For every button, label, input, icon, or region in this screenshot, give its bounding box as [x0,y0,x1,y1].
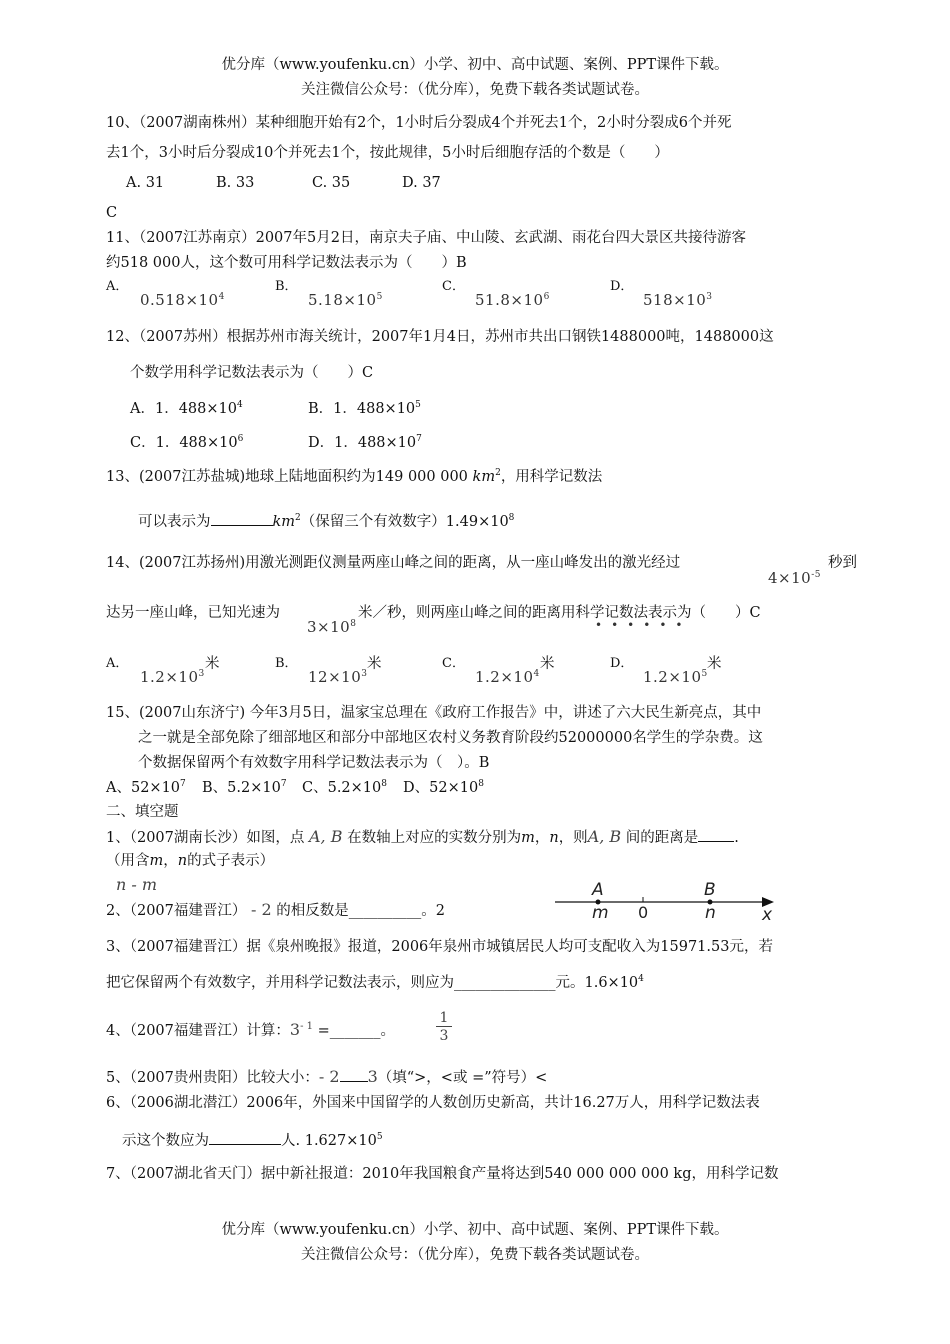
q11-line-2: 约518 000人，这个数可用科学记数法表示为（ ）B [106,255,467,271]
q12-line-2: 个数学用科学记数法表示为（ ）C [130,365,374,381]
q15-option-d: D、$52\times 10^8$ [403,779,484,796]
f3-line-2: 把它保留两个有效数字，并用科学记数法表示，则应为______________元。$1.6\times 10^4$ [106,974,644,991]
zero-label: 0 [638,903,649,922]
q14-option-d: $1.2\times 10^5$ [643,668,708,686]
f1-answer: n - m [116,875,158,894]
q11-option-a-label: A． [106,279,129,294]
q15-option-c: C、$5.2\times 10^8$ [302,779,387,796]
point-b-label: B [704,880,716,900]
f6-line-1: 6、（2006湖北潜江）2006年，外国来中国留学的人数创历史新高，共计16.27万人，用科学记数法表 [106,1095,760,1111]
q10-option-b: B. 33 [216,175,255,191]
q11-option-c-label: C． [442,279,465,294]
q14-option-b-label: B． [275,656,298,671]
q14-option-a: $1.2\times 10^3$ [140,668,205,686]
header-line-2: 关注微信公众号：（优分库），免费下载各类试题试卷。 [301,82,649,98]
f6-blank[interactable] [209,1129,281,1145]
q13-line-1: 13、(2007江苏盐城)地球上陆地面积约为149 000 000 $km^2$，用科学记数法 [106,468,603,485]
q10-answer: C [106,205,118,221]
q10-line-1: 10、（2007湖南株州）某种细胞开始有2个，1小时后分裂成4个并死去1个，2小时分裂成6个并死 [106,115,732,131]
section-title-fill-blank: 二、填空题 [106,804,179,820]
q14-option-c-unit: 米 [540,656,555,672]
x-label: x [762,905,773,925]
f5-blank[interactable] [340,1066,368,1082]
q15-option-a: A、$52\times 10^7$ [106,779,186,796]
q12-option-a: A．1．$488\times 10^4$ [130,400,243,417]
q14-line-2-b: 米／秒，则两座山峰之间的距离用科学记数法表示为（ ）C [358,605,761,621]
q11-option-a: $0.518\times 10^4$ [140,291,225,309]
point-a-label: A [592,880,604,900]
q12-option-d: D．1．$488\times 10^7$ [308,434,422,451]
q14-option-b-unit: 米 [367,656,382,672]
q14-option-d-label: D． [610,656,634,671]
q11-option-d: $518\times 10^3$ [643,291,713,309]
m-label: m [592,903,609,923]
q14-option-a-label: A． [106,656,129,671]
q12-option-b: B．1．$488\times 10^5$ [308,400,421,417]
q14-line-2-a: 达另一座山峰，已知光速为 [106,605,280,621]
f4-answer-fraction: $\frac{1}{3}$ [436,1010,452,1045]
q11-option-c: $51.8\times 10^6$ [475,291,550,309]
q14-time-expr: $4\times 10^{-5}$ [768,569,821,587]
f1-line-2: （用含m，n的式子表示） [106,853,275,869]
q14-option-b: $12\times 10^3$ [308,668,368,686]
q14-option-c-label: C． [442,656,465,671]
q10-option-d: D. 37 [402,175,441,191]
q11-line-1: 11、（2007江苏南京）2007年5月2日，南京夫子庙、中山陵、玄武湖、雨花台四大景区共接待游客 [106,230,746,246]
q10-option-a: A. 31 [126,175,165,191]
q14-speed-expr: $3\times 10^8$ [307,618,357,636]
f2-line: 2、（2007福建晋江） - 2 的相反数是__________。2 [106,900,446,919]
q14-option-d-unit: 米 [707,656,722,672]
q14-option-a-unit: 米 [205,656,220,672]
f1-blank[interactable] [698,826,734,842]
f4-line: 4、（2007福建晋江）计算：$3^{- 1}$ =_______。 [106,1020,396,1039]
header-line-1: 优分库（www.youfenku.cn）小学、初中、高中试题、案例、PPT课件下载。 [221,57,729,73]
q15-line-2: 之一就是全部免除了细部地区和部分中部地区农村义务教育阶段约52000000名学生的学杂费。这 [138,730,763,746]
f6-line-2: 示这个数应为 人. $1.627\times 10^5$ [122,1129,383,1151]
q12-option-c: C．1．$488\times 10^6$ [130,434,244,451]
f5-line: 5、（2007贵州贵阳）比较大小：- 2 3（填“>，<或 =”符号）< [106,1067,548,1086]
q15-option-b: B、$5.2\times 10^7$ [202,779,287,796]
q15-line-1: 15、(2007山东济宁) 今年3月5日，温家宝总理在《政府工作报告》中，讲述了六大民生新亮点，其中 [106,705,762,721]
q13-blank[interactable] [211,510,273,526]
footer-line-1: 优分库（www.youfenku.cn）小学、初中、高中试题、案例、PPT课件下载。 [221,1222,729,1238]
f1-line-1: 1、（2007湖南长沙）如图，点 A, B 在数轴上对应的实数分别为m，n，则A, B 间的距离是 . [106,827,739,846]
q14-line-1-a: 14、(2007江苏扬州)用激光测距仪测量两座山峰之间的距离，从一座山峰发出的激光经过 [106,555,681,571]
n-label: n [705,903,716,923]
q14-line-1-b: 秒到 [828,555,857,571]
q10-option-c: C. 35 [312,175,351,191]
q11-option-b: $5.18\times 10^5$ [308,291,383,309]
f3-line-1: 3、（2007福建晋江）据《泉州晚报》报道，2006年泉州市城镇居民人均可支配收入为15971.53元，若 [106,939,773,955]
q11-option-b-label: B． [275,279,298,294]
q14-option-c: $1.2\times 10^4$ [475,668,540,686]
q12-line-1: 12、（2007苏州）根据苏州市海关统计，2007年1月4日，苏州市共出口钢铁1488000吨，1488000这 [106,329,774,345]
q15-line-3: 个数据保留两个有效数字用科学记数法表示为（ ）。B [138,755,490,771]
q10-line-2: 去1个，3小时后分裂成10个并死去1个，按此规律，5小时后细胞存活的个数是（ ） [106,145,669,161]
f7-line-1: 7、（2007湖北省天门）据中新社报道：2010年我国粮食产量将达到540 000 000 000 kg，用科学记数 [106,1166,779,1182]
number-line-figure [550,875,790,925]
q14-emphasis-dots: •••••• [595,618,692,632]
q13-line-2: 可以表示为 $km^2$（保留三个有效数字）$1.49\times 10^8$ [138,510,514,532]
q11-option-d-label: D． [610,279,634,294]
footer-line-2: 关注微信公众号：（优分库），免费下载各类试题试卷。 [301,1247,649,1263]
